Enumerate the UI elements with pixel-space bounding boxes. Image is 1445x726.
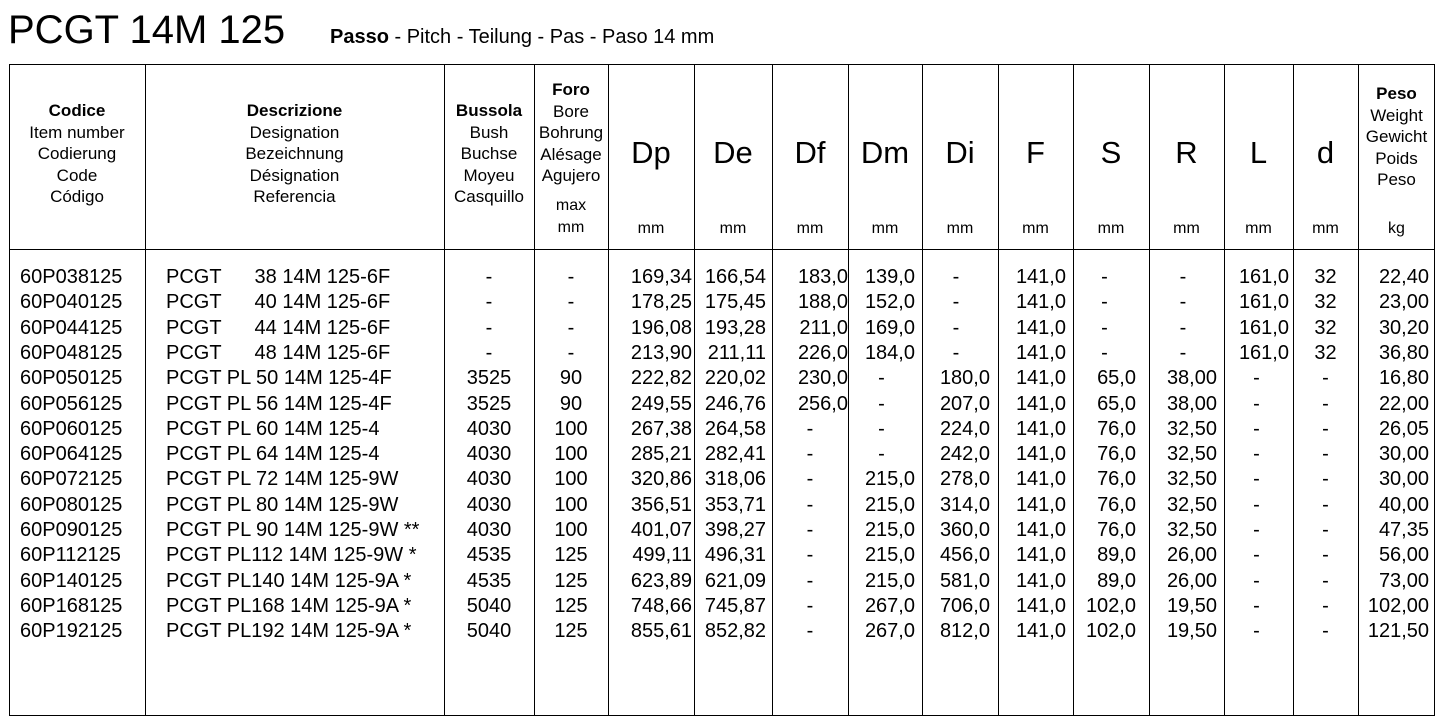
cell-bore: 100: [554, 443, 588, 466]
cell-dp: 285,21: [630, 443, 692, 466]
cell-peso: 22,00: [1378, 392, 1429, 415]
cell-code: 60P038125: [20, 266, 123, 288]
cell-df: 256,0: [797, 392, 848, 415]
cell-desc: PCGT PL 60 14M 125-4: [166, 417, 380, 440]
cell-peso: 23,00: [1378, 291, 1429, 314]
cell-s: 76,0: [1097, 468, 1136, 491]
cell-r: -: [1179, 291, 1187, 314]
cell-code: 60P168125: [20, 594, 123, 617]
cell-s: 76,0: [1097, 519, 1136, 541]
header-l: L mm: [1245, 135, 1272, 237]
cell-dm: 184,0: [864, 341, 915, 364]
cell-dm: 267,0: [864, 594, 915, 617]
cell-df: 188,0: [797, 291, 848, 314]
cell-s: 89,0: [1097, 569, 1136, 592]
cell-code: 60P056125: [20, 392, 123, 415]
cell-peso: 47,35: [1378, 519, 1429, 541]
cell-bush: -: [485, 316, 493, 339]
table-row: [0, 417, 1445, 442]
cell-l: -: [1253, 620, 1260, 643]
cell-s: 65,0: [1097, 367, 1136, 390]
cell-peso: 26,05: [1378, 417, 1429, 440]
cell-f: 141,0: [1015, 569, 1066, 592]
cell-desc: PCGT PL 72 14M 125-9W: [166, 468, 399, 491]
cell-df: -: [806, 620, 814, 643]
cell-r: 32,50: [1166, 417, 1217, 440]
cell-peso: 73,00: [1378, 569, 1429, 592]
cell-dp: 249,55: [630, 392, 692, 415]
cell-r: -: [1179, 266, 1187, 288]
cell-desc: PCGT PL 80 14M 125-9W: [166, 493, 399, 516]
cell-code: 60P060125: [20, 417, 123, 440]
cell-bush: 5040: [466, 594, 512, 617]
cell-l: -: [1253, 468, 1260, 491]
table-row: [0, 442, 1445, 467]
cell-de: 166,54: [704, 266, 766, 288]
cell-code: 60P090125: [20, 519, 123, 541]
cell-bush: -: [485, 341, 493, 364]
cell-l: -: [1253, 544, 1260, 567]
cell-r: 19,50: [1166, 620, 1217, 643]
cell-l: 161,0: [1238, 291, 1289, 314]
table-row: [0, 493, 1445, 518]
cell-code: 60P048125: [20, 341, 123, 364]
cell-df: 211,0: [799, 316, 848, 339]
cell-r: 32,50: [1166, 519, 1217, 541]
cell-dp: 623,89: [630, 569, 692, 592]
cell-f: 141,0: [1015, 417, 1066, 440]
cell-code: 60P192125: [20, 620, 123, 643]
header-di: Di mm: [945, 135, 975, 237]
cell-r: -: [1179, 316, 1187, 339]
cell-code: 60P140125: [20, 569, 123, 592]
cell-bush: 5040: [466, 620, 512, 643]
cell-l: -: [1253, 392, 1260, 415]
cell-dp: 748,66: [630, 594, 692, 617]
cell-bush: 4535: [466, 569, 512, 592]
cell-code: 60P050125: [20, 367, 123, 390]
cell-de: 496,31: [704, 544, 766, 567]
cell-desc: PCGT PL 90 14M 125-9W **: [166, 519, 420, 541]
cell-bush: 4030: [466, 468, 512, 491]
cell-de: 353,71: [704, 493, 766, 516]
cell-f: 141,0: [1015, 341, 1066, 364]
cell-f: 141,0: [1015, 291, 1066, 314]
cell-di: 224,0: [939, 417, 990, 440]
cell-df: -: [806, 519, 814, 541]
cell-de: 175,45: [704, 291, 766, 314]
table-row: [0, 467, 1445, 492]
cell-di: 581,0: [939, 569, 990, 592]
cell-d: 32: [1314, 341, 1337, 364]
cell-d: -: [1322, 392, 1329, 415]
cell-bush: 4030: [466, 519, 512, 541]
cell-d: -: [1322, 417, 1329, 440]
cell-l: -: [1253, 493, 1260, 516]
cell-de: 246,76: [704, 392, 766, 415]
header-d: d mm: [1312, 135, 1339, 237]
cell-r: 26,00: [1166, 544, 1217, 567]
cell-de: 211,11: [707, 341, 766, 364]
cell-desc: PCGT 44 14M 125-6F: [166, 316, 391, 339]
cell-r: -: [1179, 341, 1187, 364]
cell-dm: 267,0: [864, 620, 915, 643]
cell-dm: 215,0: [864, 493, 915, 516]
header-codice: Codice Item number Codierung Code Código: [29, 101, 125, 206]
cell-di: 278,0: [939, 468, 990, 491]
cell-bore: -: [567, 291, 575, 314]
cell-dp: 196,08: [630, 316, 692, 339]
cell-s: -: [1101, 341, 1108, 364]
cell-d: 32: [1314, 316, 1337, 339]
cell-code: 60P064125: [20, 443, 123, 466]
cell-s: -: [1101, 316, 1108, 339]
cell-f: 141,0: [1015, 493, 1066, 516]
cell-di: 706,0: [939, 594, 990, 617]
cell-f: 141,0: [1015, 544, 1066, 567]
cell-r: 38,00: [1166, 392, 1217, 415]
cell-d: -: [1322, 620, 1329, 643]
cell-l: -: [1253, 443, 1260, 466]
cell-dm: 215,0: [864, 468, 915, 491]
cell-peso: 121,50: [1367, 620, 1429, 643]
cell-peso: 22,40: [1378, 266, 1429, 288]
cell-f: 141,0: [1015, 594, 1066, 617]
cell-f: 141,0: [1015, 367, 1066, 390]
cell-de: 264,58: [704, 417, 766, 440]
cell-di: 360,0: [939, 519, 990, 541]
cell-dm: 152,0: [864, 291, 915, 314]
cell-dm: 215,0: [864, 569, 915, 592]
cell-r: 26,00: [1166, 569, 1217, 592]
cell-peso: 56,00: [1378, 544, 1429, 567]
cell-dm: -: [878, 367, 885, 390]
cell-bush: -: [485, 266, 493, 288]
cell-dm: 139,0: [864, 266, 915, 288]
table-row: [0, 569, 1445, 594]
cell-code: 60P072125: [20, 468, 123, 491]
cell-d: -: [1322, 544, 1329, 567]
cell-l: 161,0: [1238, 266, 1289, 288]
cell-d: -: [1322, 569, 1329, 592]
cell-di: 812,0: [939, 620, 990, 643]
cell-de: 398,27: [704, 519, 766, 541]
cell-peso: 40,00: [1378, 493, 1429, 516]
cell-s: 76,0: [1097, 443, 1136, 466]
table-row: [0, 316, 1445, 341]
cell-l: -: [1253, 569, 1260, 592]
table-row: [0, 290, 1445, 315]
cell-bush: 4030: [466, 493, 512, 516]
cell-di: 456,0: [939, 544, 990, 567]
cell-r: 19,50: [1166, 594, 1217, 617]
cell-peso: 30,00: [1378, 443, 1429, 466]
cell-s: -: [1101, 291, 1108, 314]
cell-dm: 215,0: [864, 519, 915, 541]
cell-dm: -: [878, 392, 885, 415]
cell-desc: PCGT PL 56 14M 125-4F: [166, 392, 392, 415]
pitch-subtitle: [330, 24, 714, 50]
cell-df: -: [806, 417, 814, 440]
table-row: [0, 594, 1445, 619]
cell-s: 89,0: [1097, 544, 1136, 567]
cell-code: 60P044125: [20, 316, 123, 339]
cell-dm: 215,0: [864, 544, 915, 567]
cell-desc: PCGT 40 14M 125-6F: [166, 291, 391, 314]
cell-bore: 100: [554, 493, 588, 516]
cell-dp: 169,34: [630, 266, 692, 288]
cell-r: 38,00: [1166, 367, 1217, 390]
cell-s: 102,0: [1085, 594, 1136, 617]
cell-code: 60P080125: [20, 493, 123, 516]
cell-df: 226,0: [797, 341, 848, 364]
cell-bush: 3525: [466, 367, 512, 390]
table-row: [0, 341, 1445, 366]
cell-de: 318,06: [704, 468, 766, 491]
cell-dp: 320,86: [630, 468, 692, 491]
cell-dp: 267,38: [630, 417, 692, 440]
cell-code: 60P112125: [20, 544, 121, 567]
cell-bush: 4535: [466, 544, 512, 567]
table-row: [0, 265, 1445, 290]
cell-r: 32,50: [1166, 443, 1217, 466]
cell-bore: -: [567, 316, 575, 339]
subtitle-rest: - Pitch - Teilung - Pas - Paso 14 mm: [388, 26, 715, 48]
header-de: De mm: [713, 135, 753, 237]
cell-f: 141,0: [1015, 266, 1066, 288]
cell-bore: -: [567, 341, 575, 364]
cell-di: -: [952, 316, 960, 339]
cell-dm: -: [878, 443, 885, 466]
table-row: [0, 619, 1445, 644]
cell-f: 141,0: [1015, 443, 1066, 466]
cell-df: -: [806, 569, 814, 592]
cell-l: -: [1253, 417, 1260, 440]
cell-df: 230,0: [797, 367, 848, 390]
cell-bore: 125: [554, 620, 588, 643]
cell-dp: 855,61: [630, 620, 692, 643]
table-row: [0, 392, 1445, 417]
cell-di: 242,0: [939, 443, 990, 466]
cell-de: 852,82: [704, 620, 766, 643]
cell-d: -: [1322, 594, 1329, 617]
cell-d: 32: [1314, 291, 1337, 314]
header-r: R mm: [1173, 135, 1200, 237]
cell-peso: 30,00: [1378, 468, 1429, 491]
cell-peso: 30,20: [1378, 316, 1429, 339]
cell-de: 621,09: [704, 569, 766, 592]
header-peso: Peso Weight Gewicht Poids Peso kg: [1365, 84, 1428, 237]
cell-bore: -: [567, 266, 575, 288]
page-title: PCGT 14M 125: [8, 8, 286, 52]
cell-desc: PCGT PL140 14M 125-9A *: [166, 569, 412, 592]
cell-desc: PCGT PL112 14M 125-9W *: [166, 544, 417, 567]
cell-df: -: [806, 594, 814, 617]
cell-de: 193,28: [704, 316, 766, 339]
header-dm: Dm mm: [860, 135, 910, 237]
cell-code: 60P040125: [20, 291, 123, 314]
cell-l: 161,0: [1238, 341, 1289, 364]
cell-df: 183,0: [797, 266, 848, 288]
cell-d: -: [1322, 493, 1329, 516]
cell-peso: 16,80: [1378, 367, 1429, 390]
cell-desc: PCGT PL 64 14M 125-4: [166, 443, 380, 466]
cell-bush: 3525: [466, 392, 512, 415]
cell-dp: 178,25: [630, 291, 692, 314]
cell-f: 141,0: [1015, 392, 1066, 415]
cell-di: 314,0: [939, 493, 990, 516]
cell-l: -: [1253, 519, 1260, 541]
header-bussola: Bussola Bush Buchse Moyeu Casquillo: [454, 101, 524, 206]
cell-r: 32,50: [1166, 468, 1217, 491]
cell-desc: PCGT PL 50 14M 125-4F: [166, 367, 392, 390]
cell-df: -: [806, 468, 814, 491]
cell-desc: PCGT 38 14M 125-6F: [166, 266, 391, 288]
cell-d: -: [1322, 443, 1329, 466]
subtitle-bold: Passo: [330, 26, 389, 48]
header-dp: Dp mm: [631, 135, 671, 237]
cell-l: 161,0: [1238, 316, 1289, 339]
cell-desc: PCGT PL168 14M 125-9A *: [166, 594, 412, 617]
cell-bore: 100: [554, 519, 588, 541]
cell-de: 282,41: [704, 443, 766, 466]
cell-di: -: [952, 291, 960, 314]
cell-dp: 499,11: [632, 544, 692, 567]
cell-df: -: [806, 544, 814, 567]
cell-bush: 4030: [466, 417, 512, 440]
cell-l: -: [1253, 367, 1260, 390]
cell-desc: PCGT PL192 14M 125-9A *: [166, 620, 412, 643]
cell-f: 141,0: [1015, 620, 1066, 643]
cell-bore: 90: [559, 392, 583, 415]
cell-df: -: [806, 493, 814, 516]
cell-peso: 102,00: [1367, 594, 1429, 617]
cell-desc: PCGT 48 14M 125-6F: [166, 341, 391, 364]
header-df: Df mm: [794, 135, 826, 237]
table-row: [0, 366, 1445, 391]
cell-d: -: [1322, 468, 1329, 491]
cell-bush: -: [485, 291, 493, 314]
header-descrizione: Descrizione Designation Bezeichnung Désignation Referencia: [245, 101, 344, 206]
cell-bore: 125: [554, 544, 588, 567]
cell-dp: 356,51: [630, 493, 692, 516]
cell-di: -: [952, 341, 960, 364]
header-s: S mm: [1097, 135, 1125, 237]
cell-bore: 125: [554, 569, 588, 592]
cell-d: -: [1322, 519, 1329, 541]
header-divider: [9, 249, 1435, 250]
cell-s: -: [1101, 266, 1108, 288]
cell-dp: 401,07: [630, 519, 692, 541]
cell-de: 220,02: [704, 367, 766, 390]
cell-bush: 4030: [466, 443, 512, 466]
cell-di: -: [952, 266, 960, 288]
cell-s: 102,0: [1085, 620, 1136, 643]
cell-d: 32: [1314, 266, 1337, 288]
cell-dm: 169,0: [864, 316, 915, 339]
cell-f: 141,0: [1015, 519, 1066, 541]
cell-s: 76,0: [1097, 417, 1136, 440]
cell-f: 141,0: [1015, 316, 1066, 339]
cell-f: 141,0: [1015, 468, 1066, 491]
cell-peso: 36,80: [1378, 341, 1429, 364]
cell-bore: 90: [559, 367, 583, 390]
cell-dm: -: [878, 417, 885, 440]
cell-di: 207,0: [939, 392, 990, 415]
cell-di: 180,0: [939, 367, 990, 390]
cell-dp: 222,82: [630, 367, 692, 390]
cell-bore: 100: [554, 468, 588, 491]
cell-df: -: [806, 443, 814, 466]
cell-d: -: [1322, 367, 1329, 390]
cell-bore: 100: [554, 417, 588, 440]
header-f: F mm: [1022, 135, 1049, 237]
cell-s: 65,0: [1097, 392, 1136, 415]
cell-s: 76,0: [1097, 493, 1136, 516]
cell-r: 32,50: [1166, 493, 1217, 516]
table-row: [0, 518, 1445, 543]
table-row: [0, 543, 1445, 568]
cell-l: -: [1253, 594, 1260, 617]
cell-de: 745,87: [704, 594, 766, 617]
cell-dp: 213,90: [630, 341, 692, 364]
cell-bore: 125: [554, 594, 588, 617]
header-foro: Foro Bore Bohrung Alésage Agujero max mm: [538, 80, 604, 236]
